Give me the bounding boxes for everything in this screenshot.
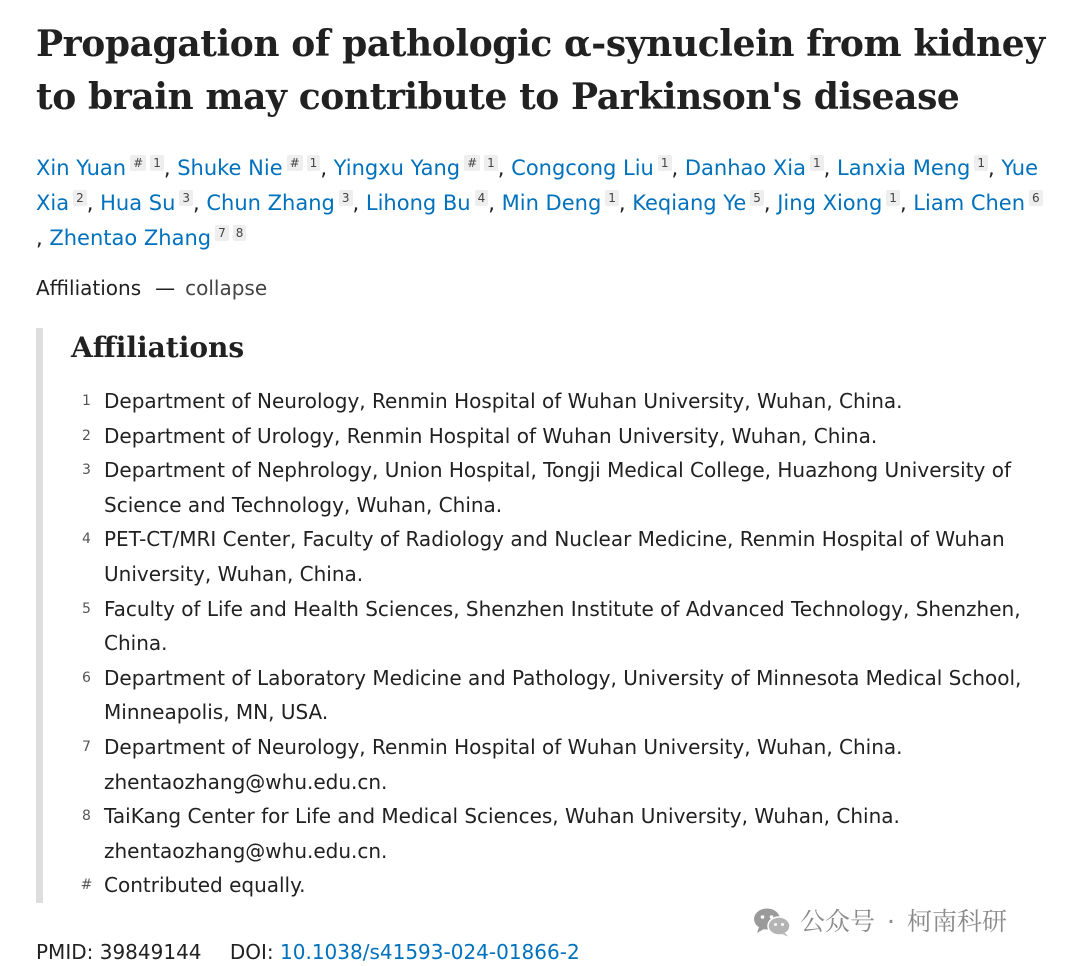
author-item — [511, 156, 685, 180]
author-item — [334, 156, 511, 180]
article-header — [36, 18, 1046, 903]
affiliation-text: TaiKang Center for Life and Medical Sciences, Wuhan University, Wuhan, China. zhentaozhang@whu.edu.cn. — [104, 804, 900, 863]
affiliation-item — [71, 730, 1046, 799]
affiliation-ref-badge[interactable]: # — [130, 155, 146, 171]
affiliation-ref-badge[interactable]: 4 — [475, 190, 489, 206]
author-name-link[interactable]: Chun Zhang — [206, 191, 335, 215]
affiliation-ref-badge[interactable]: 3 — [179, 190, 193, 206]
article-title: Propagation of pathologic α-synuclein from kidney to brain may contribute to Parkinson's disease — [36, 23, 1045, 118]
author-name-link[interactable]: Yue Xia — [36, 156, 1039, 215]
author-name-link[interactable]: Congcong Liu — [511, 156, 654, 180]
author-name-link[interactable]: Danhao Xia — [684, 156, 807, 180]
affiliation-ref-badge[interactable]: 1 — [307, 155, 321, 171]
author-separator: , — [320, 156, 334, 180]
affiliation-ref-badge[interactable]: 3 — [339, 190, 353, 206]
toggle-dash: — — [155, 276, 176, 300]
affiliation-ref-badge[interactable]: 1 — [974, 155, 988, 171]
author-separator: , — [86, 191, 101, 215]
affiliation-number: 2 — [82, 427, 91, 444]
affiliation-item — [71, 453, 1046, 522]
author-item — [777, 191, 913, 215]
affiliation-ref-badge[interactable]: # — [287, 155, 303, 171]
affiliation-number: 7 — [82, 738, 91, 755]
author-item — [837, 156, 1001, 180]
affiliation-text: Department of Neurology, Renmin Hospital of Wuhan University, Wuhan, China. — [104, 389, 903, 413]
author-name-link[interactable]: Jing Xiong — [777, 191, 883, 215]
author-separator: , — [488, 191, 502, 215]
author-separator: , — [618, 191, 633, 215]
author-item — [685, 156, 837, 180]
doi-link[interactable]: 10.1038/s41593-024-01866-2 — [280, 940, 580, 964]
affiliations-heading: Affiliations — [71, 331, 245, 364]
affiliations-toggle-label: Affiliations — [36, 276, 142, 300]
affiliation-ref-badge[interactable]: 2 — [73, 190, 87, 206]
affiliation-ref-badge[interactable]: 7 — [215, 225, 229, 241]
author-name-link[interactable]: Yingxu Yang — [333, 156, 461, 180]
author-item — [502, 191, 633, 215]
author-separator: , — [193, 191, 207, 215]
author-name-link[interactable]: Lihong Bu — [365, 191, 471, 215]
affiliation-ref-badge[interactable]: 6 — [1029, 190, 1043, 206]
author-separator: , — [163, 156, 178, 180]
affiliation-number: 1 — [82, 393, 91, 409]
affiliations-list — [71, 384, 1046, 903]
affiliation-number: 8 — [82, 808, 91, 825]
affiliation-item — [71, 522, 1046, 591]
affiliation-ref-badge[interactable]: 1 — [658, 155, 672, 171]
author-item — [177, 156, 333, 180]
affiliation-item — [71, 868, 1046, 903]
affiliation-text: Department of Laboratory Medicine and Pathology, University of Minnesota Medical School, Minneapolis, MN, USA. — [104, 665, 1022, 725]
article-identifiers — [36, 938, 580, 966]
affiliation-number: # — [80, 877, 93, 894]
affiliations-panel — [36, 328, 1046, 903]
doi-label: DOI: — [229, 940, 274, 964]
author-list — [36, 151, 1046, 256]
affiliation-item — [71, 592, 1046, 661]
author-name-link[interactable]: Keqiang Ye — [632, 191, 747, 215]
author-separator: , — [988, 156, 1002, 180]
wechat-watermark — [752, 902, 1007, 942]
affiliation-item — [71, 799, 1046, 868]
author-separator: , — [823, 156, 838, 180]
affiliation-ref-badge[interactable]: 1 — [886, 190, 900, 206]
author-item — [206, 191, 365, 215]
affiliation-number: 3 — [82, 462, 91, 479]
author-item — [49, 226, 246, 250]
watermark-name: 柯南科研 — [906, 907, 1007, 936]
author-separator: , — [352, 191, 366, 215]
affiliation-item — [71, 384, 1046, 419]
affiliation-text: Faculty of Life and Health Sciences, Shenzhen Institute of Advanced Technology, Shenzhen, China. — [104, 596, 1021, 656]
author-name-link[interactable]: Shuke Nie — [177, 156, 283, 180]
author-name-link[interactable]: Xin Yuan — [36, 156, 127, 180]
collapse-affiliations-button[interactable]: collapse — [185, 276, 268, 300]
author-separator: , — [763, 191, 778, 215]
author-item — [366, 191, 502, 215]
affiliation-ref-badge[interactable]: 1 — [605, 190, 619, 206]
affiliation-ref-badge[interactable]: 1 — [484, 155, 498, 171]
watermark-channel: 公众号 — [800, 907, 876, 936]
affiliation-ref-badge[interactable]: 5 — [750, 190, 764, 206]
affiliation-number: 5 — [82, 600, 91, 617]
author-name-link[interactable]: Min Deng — [501, 191, 602, 215]
affiliation-item — [71, 661, 1046, 730]
affiliation-ref-badge[interactable]: 1 — [810, 155, 824, 171]
author-item — [632, 191, 777, 215]
author-separator: , — [36, 226, 50, 250]
affiliation-number: 4 — [82, 531, 91, 548]
author-item — [100, 191, 206, 215]
author-separator: , — [497, 156, 512, 180]
author-separator: , — [671, 156, 685, 180]
wechat-icon — [752, 907, 792, 937]
affiliations-toggle-row — [36, 274, 1046, 302]
affiliation-ref-badge[interactable]: 1 — [150, 155, 164, 171]
affiliation-ref-badge[interactable]: # — [464, 155, 480, 171]
affiliation-text: Department of Neurology, Renmin Hospital of Wuhan University, Wuhan, China. zhentaozhang@whu.edu.cn. — [104, 734, 903, 794]
affiliation-text: Department of Urology, Renmin Hospital of Wuhan University, Wuhan, China. — [104, 423, 878, 448]
author-name-link[interactable]: Liam Chen — [913, 191, 1026, 215]
pmid-value: 39849144 — [99, 940, 202, 964]
affiliation-text: PET-CT/MRI Center, Faculty of Radiology and Nuclear Medicine, Renmin Hospital of Wuhan University, Wuhan, China. — [104, 527, 1005, 586]
author-name-link[interactable]: Hua Su — [100, 191, 176, 215]
affiliation-text: Contributed equally. — [104, 873, 306, 898]
affiliation-number: 6 — [82, 669, 91, 686]
author-separator: , — [899, 191, 914, 215]
affiliation-text: Department of Nephrology, Union Hospital, Tongji Medical College, Huazhong University of Science and Technology, Wuhan, China. — [104, 458, 1012, 517]
author-item — [36, 156, 177, 180]
watermark-dot: · — [887, 907, 895, 936]
pmid-label: PMID: — [36, 940, 94, 964]
author-name-link[interactable]: Zhentao Zhang — [49, 226, 212, 250]
author-name-link[interactable]: Lanxia Meng — [837, 156, 971, 180]
affiliation-item — [71, 419, 1046, 454]
affiliation-ref-badge[interactable]: 8 — [233, 225, 247, 241]
